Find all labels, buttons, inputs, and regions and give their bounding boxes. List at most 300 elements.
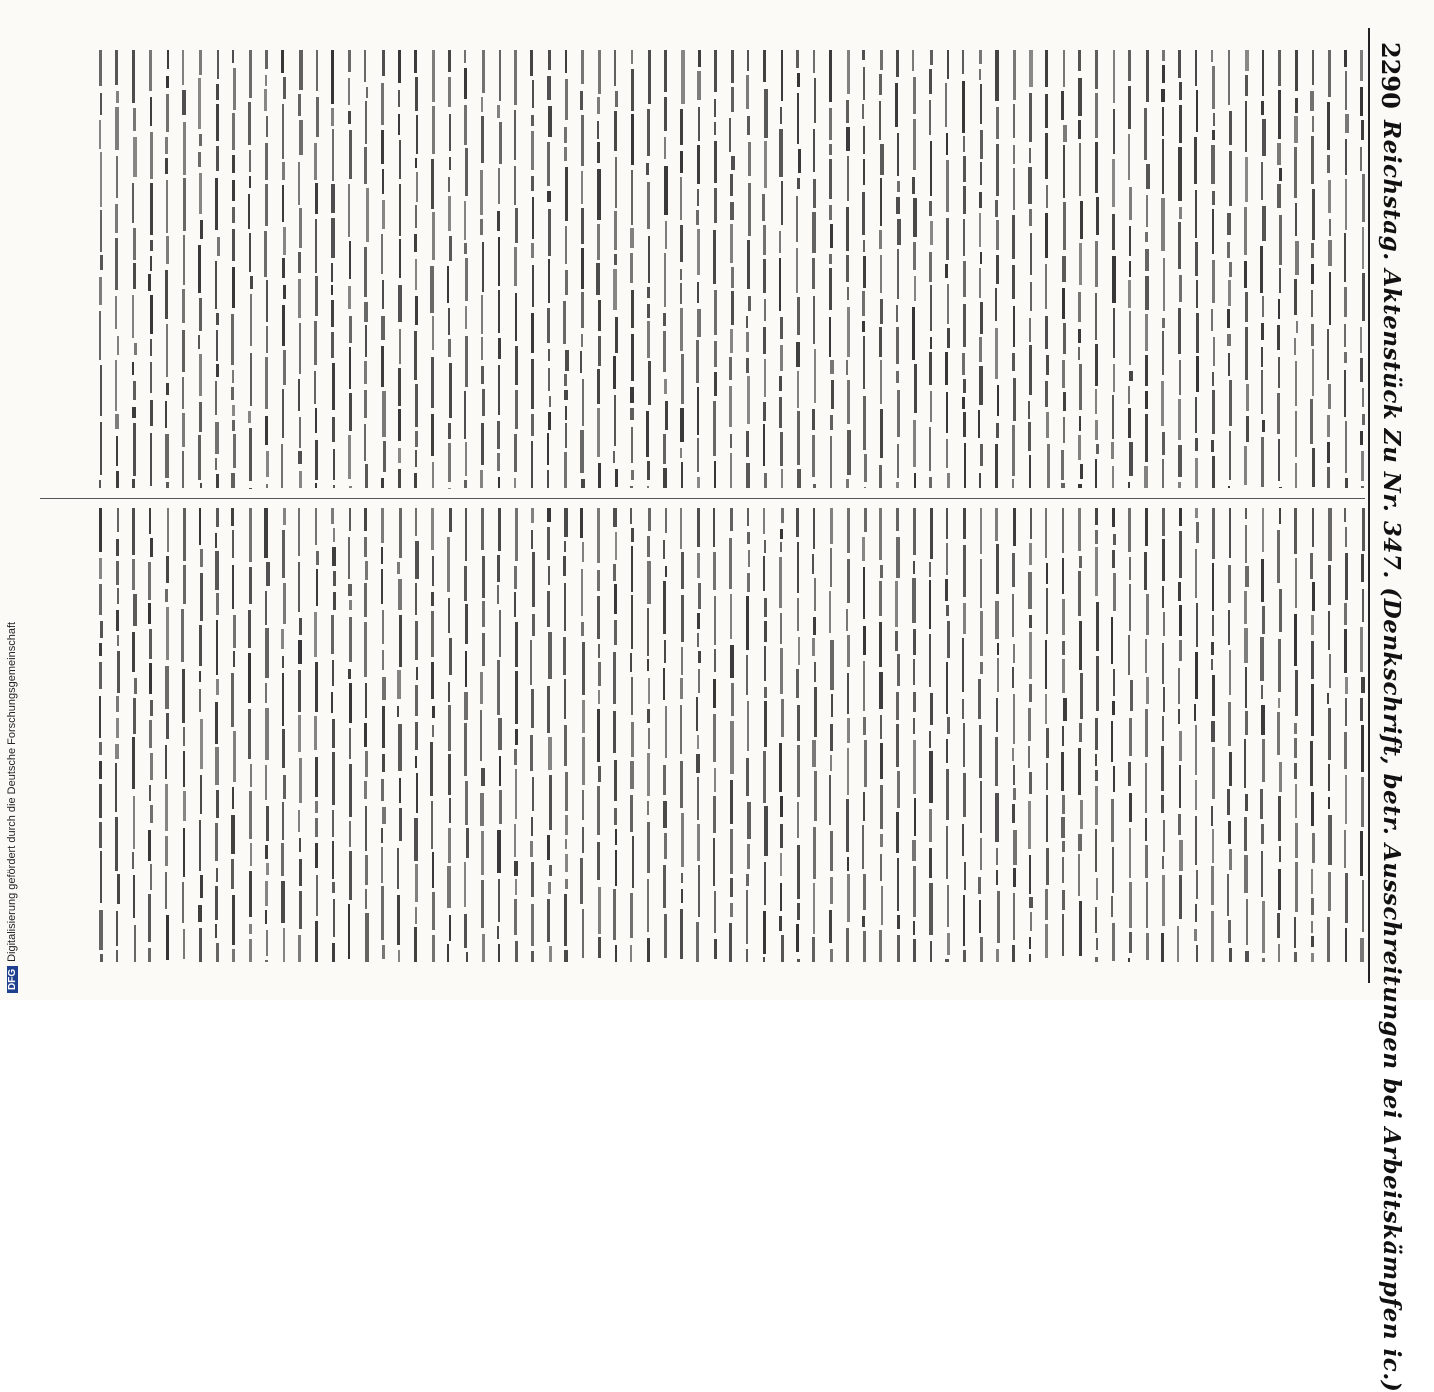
text-line-stroke — [465, 258, 468, 301]
text-line-stroke — [200, 220, 203, 239]
text-line-stroke — [415, 259, 417, 290]
text-line-stroke — [1129, 828, 1131, 878]
text-line-stroke — [1095, 459, 1098, 488]
text-line-stroke — [249, 176, 251, 187]
text-line-stroke — [398, 368, 401, 406]
text-line-stroke — [1261, 101, 1264, 115]
text-line-stroke — [945, 579, 948, 601]
text-line-stroke — [99, 584, 102, 615]
text-line-stroke — [1228, 280, 1231, 306]
text-line-stroke — [797, 845, 799, 899]
text-line-stroke — [1261, 851, 1263, 897]
text-line-stroke — [862, 104, 864, 119]
text-line-stroke — [1261, 347, 1264, 367]
text-line-stroke — [1178, 222, 1180, 269]
text-line-stroke — [1262, 119, 1265, 157]
text-line-stroke — [182, 289, 185, 324]
text-line-stroke — [1212, 130, 1215, 140]
text-line-stroke — [1277, 184, 1280, 208]
text-line-stroke — [864, 487, 866, 488]
text-line-stroke — [100, 210, 103, 252]
text-line-stroke — [581, 248, 584, 288]
text-line-stroke — [565, 772, 568, 811]
text-line-stroke — [963, 261, 965, 297]
text-line-stroke — [830, 548, 832, 587]
text-line-stroke — [1245, 101, 1247, 152]
text-line-stroke — [1312, 50, 1314, 85]
text-line-stroke — [132, 295, 135, 338]
text-line-stroke — [979, 725, 982, 778]
text-line-stroke — [316, 97, 318, 136]
text-line-stroke — [1328, 797, 1330, 809]
text-line-stroke — [183, 235, 185, 285]
text-line-stroke — [332, 417, 335, 443]
text-line-stroke — [1195, 816, 1197, 865]
text-line-stroke — [1145, 414, 1148, 461]
text-line-stroke — [134, 343, 137, 355]
text-line-stroke — [814, 662, 816, 682]
text-line-stroke — [1212, 563, 1215, 611]
text-line-stroke — [1312, 508, 1314, 547]
text-line-stroke — [847, 748, 849, 795]
text-line-stroke — [1178, 582, 1181, 601]
text-line-stroke — [1277, 530, 1280, 582]
text-line-stroke — [1063, 417, 1065, 443]
text-line-stroke — [364, 390, 367, 418]
text-line-stroke — [1211, 659, 1213, 670]
text-line-stroke — [1344, 233, 1346, 282]
text-line-stroke — [531, 817, 533, 836]
text-line-stroke — [249, 233, 251, 273]
text-line-stroke — [1362, 880, 1365, 932]
text-line-stroke — [1296, 321, 1299, 333]
text-line-stroke — [1278, 357, 1280, 387]
text-line-stroke — [763, 508, 766, 534]
text-line-stroke — [863, 126, 865, 154]
text-line-stroke — [464, 201, 466, 239]
text-line-stroke — [598, 887, 601, 934]
text-line-stroke — [713, 679, 716, 708]
text-line-stroke — [1047, 444, 1050, 488]
text-line-stroke — [1162, 716, 1164, 741]
text-line-stroke — [216, 146, 219, 171]
text-line-stroke — [548, 349, 550, 361]
text-line-stroke — [1029, 93, 1032, 142]
text-line-stroke — [1095, 50, 1098, 89]
text-line-stroke — [481, 768, 484, 787]
text-line-stroke — [630, 508, 632, 524]
text-line-stroke — [1345, 478, 1348, 488]
text-line-stroke — [1128, 280, 1131, 308]
text-line-stroke — [1228, 821, 1231, 844]
text-line-stroke — [680, 269, 682, 280]
text-line-stroke — [166, 607, 169, 660]
text-line-stroke — [464, 914, 467, 948]
text-line-stroke — [1362, 388, 1365, 407]
text-line-stroke — [100, 422, 103, 475]
text-line-stroke — [613, 564, 616, 581]
text-line-stroke — [231, 473, 234, 488]
text-line-stroke — [930, 693, 932, 725]
text-line-stroke — [449, 798, 451, 823]
text-line-stroke — [333, 485, 336, 488]
text-line-stroke — [729, 538, 731, 589]
text-line-stroke — [946, 218, 949, 260]
text-line-stroke — [1178, 482, 1181, 488]
text-line-stroke — [1112, 256, 1115, 303]
text-line-stroke — [465, 781, 468, 825]
text-line-stroke — [1328, 240, 1331, 266]
text-line-stroke — [564, 147, 567, 162]
text-line-stroke — [980, 84, 982, 125]
text-line-stroke — [1311, 953, 1314, 962]
text-line-stroke — [249, 428, 252, 481]
text-line-stroke — [879, 74, 882, 96]
text-line-stroke — [216, 474, 218, 488]
text-line-stroke — [364, 723, 366, 747]
text-line-stroke — [1345, 677, 1348, 694]
text-line-stroke — [880, 409, 883, 459]
text-line-stroke — [1361, 486, 1364, 488]
text-line-stroke — [563, 637, 565, 674]
text-line-stroke — [464, 68, 467, 99]
text-line-stroke — [149, 50, 152, 91]
text-line-stroke — [913, 508, 916, 555]
text-line-stroke — [499, 122, 502, 164]
text-line-stroke — [797, 73, 800, 87]
text-line-stroke — [1311, 869, 1313, 894]
text-line-stroke — [448, 828, 451, 863]
text-line-stroke — [1178, 50, 1181, 78]
text-line-stroke — [647, 182, 650, 230]
text-line-stroke — [681, 552, 683, 589]
text-line-stroke — [348, 904, 351, 959]
text-line-stroke — [663, 765, 665, 795]
text-line-stroke — [1162, 459, 1164, 488]
text-line-stroke — [498, 508, 501, 551]
text-line-stroke — [1212, 260, 1215, 303]
text-line-stroke — [548, 50, 551, 70]
text-line-stroke — [896, 197, 899, 214]
text-line-stroke — [515, 508, 518, 561]
text-line-stroke — [1262, 50, 1264, 96]
text-line-stroke — [798, 637, 800, 664]
text-line-stroke — [647, 321, 650, 358]
text-line-stroke — [613, 356, 616, 388]
text-line-stroke — [1029, 632, 1032, 680]
text-line-stroke — [995, 601, 998, 640]
text-line-stroke — [1096, 444, 1098, 454]
text-line-stroke — [1244, 855, 1247, 893]
text-line-stroke — [316, 50, 319, 91]
text-line-stroke — [115, 107, 118, 150]
text-line-stroke — [946, 543, 948, 575]
text-line-stroke — [399, 184, 402, 236]
text-line-stroke — [929, 848, 932, 878]
text-line-stroke — [632, 836, 634, 888]
text-line-stroke — [399, 329, 402, 364]
text-line-stroke — [897, 771, 900, 808]
text-line-stroke — [497, 585, 499, 604]
text-line-stroke — [232, 787, 234, 809]
text-line-stroke — [829, 159, 832, 198]
text-line-stroke — [664, 640, 666, 664]
text-line-stroke — [482, 556, 485, 598]
text-line-stroke — [1311, 898, 1314, 916]
text-line-stroke — [1045, 94, 1048, 129]
text-line-stroke — [846, 100, 849, 123]
text-line-stroke — [99, 784, 102, 818]
text-line-stroke — [946, 508, 948, 539]
text-line-stroke — [215, 261, 217, 309]
text-line-stroke — [730, 174, 733, 196]
text-line-stroke — [565, 50, 568, 73]
text-line-stroke — [414, 818, 417, 861]
text-line-stroke — [1279, 589, 1282, 632]
text-line-stroke — [1113, 109, 1116, 154]
text-line-stroke — [846, 360, 848, 375]
text-line-stroke — [830, 755, 832, 771]
text-line-stroke — [332, 719, 335, 748]
text-line-stroke — [798, 149, 801, 173]
text-line-stroke — [281, 843, 283, 876]
text-line-stroke — [563, 556, 565, 577]
text-line-stroke — [1145, 249, 1148, 272]
text-line-stroke — [714, 341, 717, 367]
text-line-stroke — [365, 561, 368, 581]
text-line-stroke — [149, 663, 152, 694]
text-line-stroke — [663, 331, 666, 372]
text-line-stroke — [1012, 215, 1015, 259]
text-line-stroke — [148, 830, 151, 861]
text-line-stroke — [200, 549, 203, 568]
text-line-stroke — [333, 449, 336, 481]
text-line-stroke — [747, 376, 750, 424]
text-line-stroke — [233, 615, 236, 648]
text-line-stroke — [1112, 550, 1115, 569]
text-line-stroke — [364, 622, 367, 677]
text-line-stroke — [215, 747, 218, 785]
text-line-stroke — [1162, 875, 1165, 926]
text-line-stroke — [481, 880, 484, 928]
text-line-stroke — [1279, 508, 1281, 524]
text-line-stroke — [349, 486, 352, 488]
text-line-stroke — [298, 508, 300, 556]
text-line-stroke — [963, 773, 966, 817]
text-line-stroke — [1362, 508, 1365, 551]
text-line-stroke — [1063, 323, 1066, 354]
text-line-stroke — [382, 391, 385, 437]
text-line-stroke — [332, 660, 334, 686]
text-line-stroke — [1029, 897, 1032, 908]
text-line-stroke — [1095, 293, 1097, 340]
text-line-stroke — [266, 326, 268, 353]
text-line-stroke — [764, 540, 767, 553]
text-line-stroke — [1161, 381, 1164, 426]
text-line-stroke — [930, 508, 933, 559]
text-line-stroke — [132, 407, 135, 419]
text-line-stroke — [1012, 748, 1014, 760]
text-line-stroke — [797, 598, 799, 630]
text-line-stroke — [1194, 137, 1197, 184]
text-line-stroke — [99, 120, 101, 148]
text-line-stroke — [314, 321, 316, 365]
text-line-stroke — [1146, 882, 1148, 928]
text-line-stroke — [432, 106, 435, 153]
text-line-stroke — [1030, 282, 1033, 311]
text-line-stroke — [265, 708, 268, 760]
text-line-stroke — [1078, 292, 1080, 323]
text-line-stroke — [183, 791, 186, 822]
text-line-stroke — [913, 119, 916, 170]
text-line-stroke — [1246, 384, 1249, 411]
text-line-stroke — [863, 717, 866, 735]
text-line-stroke — [298, 935, 301, 962]
text-line-stroke — [133, 137, 136, 177]
text-line-stroke — [1162, 65, 1164, 83]
text-line-stroke — [1045, 694, 1048, 724]
text-line-stroke — [830, 415, 833, 430]
text-line-stroke — [1146, 933, 1149, 961]
text-line-stroke — [665, 508, 667, 533]
text-line-stroke — [298, 379, 300, 412]
text-line-stroke — [779, 376, 782, 391]
text-line-stroke — [614, 211, 617, 250]
text-line-stroke — [150, 805, 153, 823]
text-line-stroke — [498, 477, 500, 488]
text-line-stroke — [913, 77, 916, 114]
text-line-stroke — [165, 836, 168, 865]
text-line-stroke — [381, 130, 384, 165]
text-line-stroke — [1261, 370, 1263, 414]
text-line-stroke — [995, 200, 998, 217]
text-line-stroke — [1113, 364, 1115, 392]
text-line-stroke — [780, 107, 782, 124]
text-line-stroke — [514, 478, 516, 488]
text-line-stroke — [315, 276, 318, 316]
text-line-stroke — [464, 243, 467, 254]
text-line-stroke — [1111, 799, 1114, 842]
text-line-stroke — [614, 111, 617, 151]
text-line-stroke — [515, 293, 517, 341]
text-line-stroke — [448, 754, 451, 795]
text-line-stroke — [812, 740, 815, 766]
text-line-stroke — [547, 835, 550, 859]
text-line-stroke — [199, 298, 202, 331]
text-line-stroke — [231, 815, 234, 854]
text-line-stroke — [382, 945, 385, 959]
text-line-stroke — [1079, 901, 1081, 956]
text-line-stroke — [1229, 508, 1232, 558]
text-line-stroke — [764, 646, 766, 681]
text-line-stroke — [1145, 276, 1148, 310]
text-line-stroke — [1178, 668, 1181, 704]
text-line-stroke — [299, 471, 302, 488]
text-line-stroke — [597, 508, 600, 563]
text-line-stroke — [1228, 920, 1231, 943]
text-line-stroke — [830, 436, 832, 488]
text-line-stroke — [531, 359, 534, 409]
text-line-stroke — [1195, 242, 1198, 276]
text-line-stroke — [150, 538, 153, 557]
text-line-stroke — [264, 89, 266, 111]
text-line-stroke — [1245, 525, 1248, 563]
text-line-stroke — [664, 50, 667, 92]
text-line-stroke — [597, 121, 599, 140]
text-line-stroke — [116, 539, 119, 556]
text-line-stroke — [548, 412, 550, 430]
text-line-stroke — [1178, 147, 1181, 201]
text-line-stroke — [630, 253, 633, 284]
text-line-stroke — [847, 287, 849, 300]
text-line-stroke — [331, 108, 334, 125]
text-line-stroke — [964, 862, 967, 890]
text-line-stroke — [597, 224, 600, 260]
text-line-stroke — [497, 105, 500, 117]
text-line-stroke — [729, 118, 731, 152]
text-line-stroke — [366, 87, 369, 98]
text-line-stroke — [299, 838, 301, 852]
text-line-stroke — [283, 775, 286, 799]
text-line-stroke — [199, 928, 202, 962]
text-line-stroke — [547, 527, 550, 560]
text-line-stroke — [764, 473, 767, 488]
text-line-stroke — [514, 824, 516, 858]
text-line-stroke — [813, 883, 815, 934]
text-line-stroke — [99, 643, 102, 656]
text-line-stroke — [1013, 168, 1015, 210]
text-line-stroke — [713, 401, 716, 456]
text-line-stroke — [1279, 762, 1282, 792]
text-line-stroke — [1213, 113, 1215, 126]
text-line-stroke — [929, 477, 931, 488]
text-line-stroke — [365, 683, 367, 718]
dfg-logo: DFG — [7, 966, 18, 993]
text-line-stroke — [99, 50, 102, 86]
text-line-stroke — [382, 50, 384, 76]
text-line-stroke — [314, 716, 316, 750]
text-line-stroke — [530, 841, 533, 857]
text-line-stroke — [1113, 50, 1115, 103]
text-line-stroke — [515, 941, 518, 962]
text-line-stroke — [962, 638, 964, 692]
text-line-stroke — [780, 796, 783, 817]
text-line-stroke — [1095, 142, 1098, 194]
text-line-stroke — [1261, 162, 1264, 200]
text-line-stroke — [963, 723, 966, 767]
text-line-stroke — [1328, 764, 1331, 791]
text-line-stroke — [962, 50, 964, 74]
text-line-stroke — [1045, 316, 1048, 349]
text-line-stroke — [1112, 159, 1115, 207]
text-line-stroke — [150, 183, 153, 234]
text-line-stroke — [880, 834, 883, 847]
text-line-stroke — [731, 291, 734, 324]
text-line-stroke — [216, 679, 219, 695]
text-line-stroke — [780, 824, 783, 849]
text-line-stroke — [812, 409, 815, 430]
text-line-stroke — [1162, 643, 1164, 684]
text-line-stroke — [265, 591, 267, 624]
text-line-stroke — [698, 669, 700, 692]
text-line-stroke — [698, 865, 700, 917]
text-line-stroke — [1328, 708, 1331, 760]
text-line-stroke — [1360, 87, 1363, 116]
text-line-stroke — [1328, 611, 1331, 651]
text-line-stroke — [648, 50, 651, 104]
text-line-stroke — [730, 903, 733, 917]
text-line-stroke — [1179, 82, 1181, 100]
